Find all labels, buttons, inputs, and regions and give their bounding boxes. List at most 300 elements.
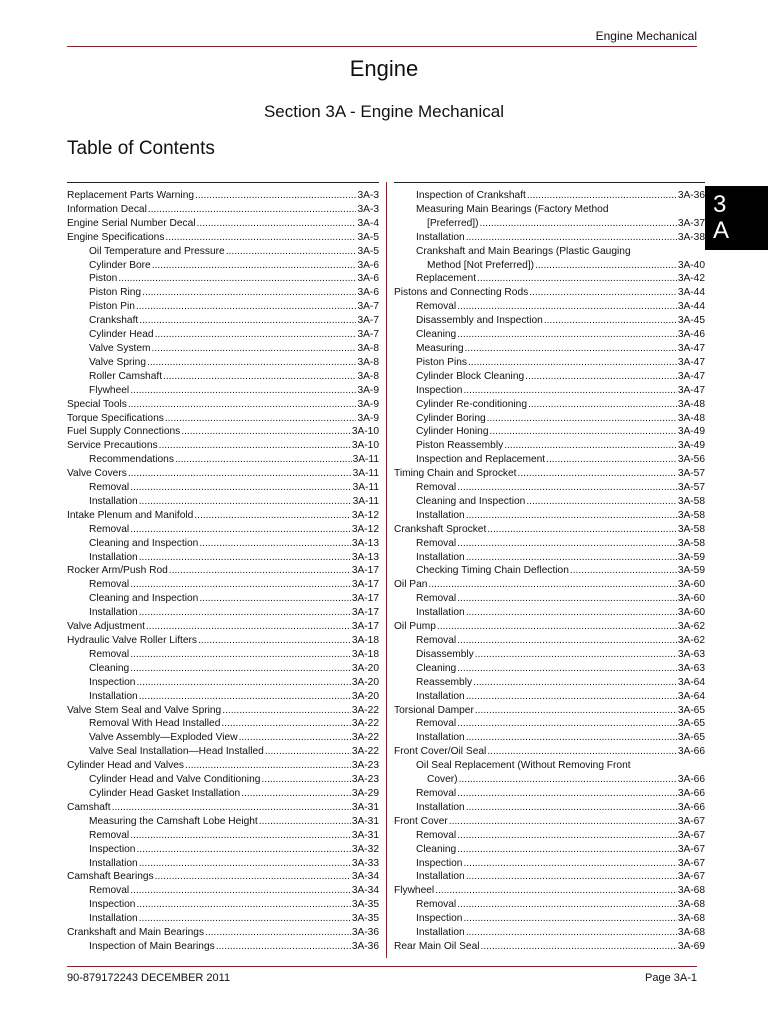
toc-entry-page: 3A-11 xyxy=(352,454,379,466)
toc-entry-title: Flywheel xyxy=(394,885,435,897)
toc-entry-title: Valve Spring xyxy=(89,356,147,368)
toc-entry-page: 3A-13 xyxy=(351,537,379,549)
toc-entry[interactable] xyxy=(67,912,379,926)
toc-entry[interactable] xyxy=(394,412,705,426)
dot-leader xyxy=(473,676,677,690)
toc-entry-title: Oil Pump xyxy=(394,621,436,633)
toc-entry[interactable] xyxy=(67,843,379,857)
dot-leader xyxy=(136,676,350,690)
toc-entry[interactable] xyxy=(394,217,705,231)
toc-entry-page: 3A-67 xyxy=(677,857,705,869)
toc-entry-title: Cleaning and Inspection xyxy=(416,495,526,507)
toc-entry-page: 3A-37 xyxy=(677,217,705,229)
toc-entry[interactable] xyxy=(394,606,705,620)
toc-entry-title: Removal xyxy=(89,579,130,591)
dot-leader xyxy=(457,662,677,676)
toc-entry[interactable] xyxy=(67,829,379,843)
toc-entry[interactable] xyxy=(67,481,379,495)
section-tab-letter: A xyxy=(713,217,730,244)
toc-entry-page: 3A-7 xyxy=(357,315,379,327)
toc-entry-page: 3A-64 xyxy=(677,690,705,702)
dot-leader xyxy=(130,648,351,662)
right-column-rule xyxy=(394,182,705,183)
dot-leader xyxy=(466,731,677,745)
toc-entry-title: Torsional Damper xyxy=(394,704,474,716)
toc-entry[interactable] xyxy=(394,940,705,954)
toc-entry[interactable] xyxy=(67,231,379,245)
toc-entry[interactable] xyxy=(394,286,705,300)
toc-entry[interactable] xyxy=(394,328,705,342)
toc-entry[interactable] xyxy=(394,300,705,314)
dot-leader xyxy=(142,286,356,300)
toc-entry[interactable] xyxy=(67,592,379,606)
toc-entry-title: Method [Not Preferred]) xyxy=(427,259,535,271)
toc-entry[interactable] xyxy=(67,717,379,731)
toc-entry[interactable] xyxy=(67,203,379,217)
toc-entry[interactable] xyxy=(394,898,705,912)
toc-entry[interactable] xyxy=(394,773,705,787)
page-title: Engine xyxy=(349,56,419,81)
toc-entry-page: 3A-20 xyxy=(351,662,379,674)
toc-entry-title: Installation xyxy=(89,495,138,507)
dot-leader xyxy=(130,523,351,537)
toc-entry[interactable] xyxy=(67,370,379,384)
toc-entry-page: 3A-9 xyxy=(357,384,379,396)
toc-entry-title: Inspection xyxy=(89,899,136,911)
toc-entry-page: 3A-22 xyxy=(351,746,379,758)
toc-entry-title: Cover) xyxy=(427,774,458,786)
dot-leader xyxy=(457,592,677,606)
dot-leader xyxy=(198,634,351,648)
toc-entry[interactable] xyxy=(394,356,705,370)
toc-entry[interactable] xyxy=(394,384,705,398)
toc-entry[interactable] xyxy=(394,648,705,662)
toc-entry[interactable] xyxy=(394,259,705,273)
dot-leader xyxy=(146,620,351,634)
toc-entry[interactable] xyxy=(394,439,705,453)
toc-entry[interactable] xyxy=(67,690,379,704)
toc-entry[interactable] xyxy=(394,620,705,634)
toc-entry[interactable] xyxy=(67,648,379,662)
dot-leader xyxy=(155,328,357,342)
dot-leader xyxy=(528,398,677,412)
toc-entry-page: 3A-44 xyxy=(677,287,705,299)
dot-leader xyxy=(463,857,676,871)
toc-entry-title: Valve Adjustment xyxy=(67,621,145,633)
toc-entry-page: 3A-62 xyxy=(677,621,705,633)
toc-entry-title: Cylinder Boring xyxy=(416,412,486,424)
toc-entry-title: Installation xyxy=(416,607,465,619)
toc-entry[interactable] xyxy=(394,801,705,815)
toc-entry-title: [Preferred]) xyxy=(427,217,479,229)
dot-leader xyxy=(457,481,677,495)
toc-entry-title: Engine Serial Number Decal xyxy=(67,217,196,229)
dot-leader xyxy=(457,717,677,731)
toc-entry-page: 3A-17 xyxy=(351,565,379,577)
toc-entry[interactable] xyxy=(394,342,705,356)
toc-entry[interactable] xyxy=(67,189,379,203)
toc-entry[interactable] xyxy=(67,286,379,300)
toc-entry-title: Installation xyxy=(416,801,465,813)
toc-entry[interactable] xyxy=(394,884,705,898)
toc-entry[interactable] xyxy=(394,634,705,648)
toc-entry[interactable] xyxy=(67,495,379,509)
toc-entry-page: 3A-36 xyxy=(351,940,379,952)
toc-entry-title: Installation xyxy=(89,551,138,563)
dot-leader xyxy=(194,509,351,523)
toc-entry-page: 3A-66 xyxy=(677,801,705,813)
dot-leader xyxy=(139,857,351,871)
toc-entry-title: Inspection xyxy=(416,913,463,925)
toc-entry[interactable] xyxy=(394,815,705,829)
toc-entry[interactable] xyxy=(394,704,705,718)
dot-leader xyxy=(221,717,350,731)
toc-entry[interactable] xyxy=(67,606,379,620)
dot-leader xyxy=(475,704,677,718)
toc-entry[interactable] xyxy=(67,467,379,481)
toc-entry[interactable] xyxy=(394,272,705,286)
toc-entry[interactable] xyxy=(67,940,379,954)
toc-entry[interactable] xyxy=(67,745,379,759)
dot-leader xyxy=(570,564,677,578)
toc-entry-page: 3A-12 xyxy=(351,509,379,521)
toc-entry[interactable] xyxy=(67,731,379,745)
dot-leader xyxy=(155,870,351,884)
toc-entry-title: Valve System xyxy=(89,342,151,354)
toc-entry[interactable] xyxy=(67,898,379,912)
dot-leader xyxy=(222,704,351,718)
dot-leader xyxy=(466,690,677,704)
dot-leader xyxy=(175,453,352,467)
toc-entry[interactable] xyxy=(394,912,705,926)
dot-leader xyxy=(466,231,677,245)
toc-entry[interactable] xyxy=(394,398,705,412)
toc-entry-title: Cleaning and Inspection xyxy=(89,593,199,605)
toc-entry[interactable] xyxy=(394,870,705,884)
toc-entry-title: Inspection of Crankshaft xyxy=(416,190,526,201)
toc-entry[interactable] xyxy=(394,690,705,704)
dot-leader xyxy=(181,425,351,439)
toc-entry[interactable] xyxy=(67,815,379,829)
toc-entry-title: Removal xyxy=(416,593,457,605)
toc-entry[interactable] xyxy=(394,231,705,245)
toc-entry[interactable] xyxy=(67,314,379,328)
toc-entry-page: 3A-60 xyxy=(677,579,705,591)
dot-leader xyxy=(466,606,677,620)
dot-leader xyxy=(481,940,677,954)
toc-entry-title: Removal xyxy=(416,899,457,911)
toc-entry-title: Fuel Supply Connections xyxy=(67,426,181,438)
toc-entry-title: Piston xyxy=(89,273,118,285)
toc-entry-page: 3A-12 xyxy=(351,523,379,535)
section-tab-number: 3 xyxy=(713,191,727,218)
toc-entry-page: 3A-13 xyxy=(351,551,379,563)
toc-entry[interactable] xyxy=(394,787,705,801)
toc-entry[interactable] xyxy=(67,217,379,231)
toc-entry[interactable] xyxy=(67,523,379,537)
toc-entry[interactable]: Crankshaft and Main Bearings (Plastic Gauging xyxy=(416,245,631,257)
toc-entry-page: 3A-11 xyxy=(352,482,379,494)
toc-entry-page: 3A-4 xyxy=(357,217,379,229)
toc-entry[interactable] xyxy=(394,523,705,537)
toc-entry-page: 3A-17 xyxy=(351,621,379,633)
toc-entry-page: 3A-67 xyxy=(677,871,705,883)
toc-entry[interactable] xyxy=(67,245,379,259)
toc-entry[interactable] xyxy=(67,328,379,342)
dot-leader xyxy=(261,773,350,787)
toc-entry-page: 3A-38 xyxy=(677,231,705,243)
toc-entry-page: 3A-8 xyxy=(357,356,379,368)
toc-entry-page: 3A-58 xyxy=(677,495,705,507)
toc-entry-page: 3A-68 xyxy=(677,927,705,939)
dot-leader xyxy=(130,481,351,495)
toc-entry[interactable] xyxy=(394,509,705,523)
toc-entry[interactable] xyxy=(67,870,379,884)
toc-entry[interactable] xyxy=(67,857,379,871)
toc-entry-title: Cylinder Head Gasket Installation xyxy=(89,787,241,799)
dot-leader xyxy=(128,398,357,412)
toc-entry-page: 3A-66 xyxy=(677,787,705,799)
toc-entry-title: Timing Chain and Sprocket xyxy=(394,468,517,480)
toc-entry-title: Piston Reassembly xyxy=(416,440,504,452)
dot-leader xyxy=(504,439,677,453)
toc-entry[interactable] xyxy=(67,620,379,634)
toc-entry[interactable] xyxy=(67,356,379,370)
toc-right-column xyxy=(394,189,705,954)
toc-entry[interactable] xyxy=(394,745,705,759)
dot-leader xyxy=(139,690,351,704)
toc-entry[interactable] xyxy=(67,926,379,940)
toc-entry[interactable] xyxy=(394,467,705,481)
toc-entry[interactable] xyxy=(67,272,379,286)
toc-entry-title: Installation xyxy=(416,732,465,744)
dot-leader xyxy=(152,259,357,273)
toc-entry-page: 3A-17 xyxy=(351,593,379,605)
toc-entry-page: 3A-64 xyxy=(677,676,705,688)
toc-entry-page: 3A-65 xyxy=(677,718,705,730)
toc-entry-page: 3A-35 xyxy=(351,899,379,911)
toc-entry-title: Cleaning xyxy=(416,843,457,855)
toc-entry-page: 3A-40 xyxy=(677,259,705,271)
dot-leader xyxy=(527,189,677,203)
dot-leader xyxy=(152,342,357,356)
toc-entry[interactable] xyxy=(394,578,705,592)
dot-leader xyxy=(457,634,677,648)
toc-entry[interactable] xyxy=(394,551,705,565)
toc-entry[interactable] xyxy=(67,509,379,523)
toc-entry[interactable] xyxy=(67,439,379,453)
toc-entry[interactable] xyxy=(67,551,379,565)
toc-entry[interactable] xyxy=(67,662,379,676)
dot-leader xyxy=(163,370,356,384)
toc-entry[interactable] xyxy=(394,537,705,551)
toc-entry-title: Front Cover/Oil Seal xyxy=(394,746,487,758)
toc-entry-title: Pistons and Connecting Rods xyxy=(394,287,529,299)
toc-entry[interactable] xyxy=(67,453,379,467)
toc-entry-page: 3A-60 xyxy=(677,593,705,605)
toc-entry-title: Installation xyxy=(416,871,465,883)
toc-entry[interactable] xyxy=(394,495,705,509)
dot-leader xyxy=(457,843,677,857)
dot-leader xyxy=(195,189,356,203)
toc-entry[interactable] xyxy=(67,425,379,439)
toc-entry-title: Removal xyxy=(89,885,130,897)
toc-entry-page: 3A-7 xyxy=(357,301,379,313)
toc-entry[interactable] xyxy=(67,704,379,718)
toc-entry-page: 3A-67 xyxy=(677,829,705,841)
toc-entry-title: Cylinder Head xyxy=(89,329,154,341)
toc-entry[interactable] xyxy=(394,857,705,871)
toc-entry-title: Replacement Parts Warning xyxy=(67,190,195,201)
toc-entry[interactable] xyxy=(394,370,705,384)
toc-entry[interactable] xyxy=(394,926,705,940)
toc-entry-title: Installation xyxy=(89,857,138,869)
toc-entry-page: 3A-45 xyxy=(677,315,705,327)
dot-leader xyxy=(466,509,677,523)
toc-entry-page: 3A-65 xyxy=(677,732,705,744)
toc-entry[interactable] xyxy=(394,731,705,745)
toc-entry-title: Reassembly xyxy=(416,676,473,688)
toc-entry-page: 3A-22 xyxy=(351,732,379,744)
toc-entry-title: Oil Pan xyxy=(394,579,428,591)
toc-entry-page: 3A-49 xyxy=(677,426,705,438)
toc-entry-title: Oil Temperature and Pressure xyxy=(89,245,225,257)
toc-entry[interactable] xyxy=(394,676,705,690)
toc-entry-title: Installation xyxy=(89,607,138,619)
dot-leader xyxy=(437,620,677,634)
toc-entry[interactable] xyxy=(394,717,705,731)
toc-entry-title: Cleaning xyxy=(89,662,130,674)
toc-entry[interactable] xyxy=(67,384,379,398)
toc-entry-page: 3A-5 xyxy=(357,231,379,243)
toc-entry-page: 3A-29 xyxy=(351,787,379,799)
toc-entry[interactable] xyxy=(67,787,379,801)
toc-entry-page: 3A-7 xyxy=(357,329,379,341)
toc-entry-title: Removal xyxy=(89,829,130,841)
toc-entry-title: Installation xyxy=(416,509,465,521)
dot-leader xyxy=(216,940,351,954)
toc-entry[interactable] xyxy=(67,578,379,592)
toc-entry[interactable] xyxy=(394,425,705,439)
toc-entry[interactable] xyxy=(394,829,705,843)
dot-leader xyxy=(147,356,356,370)
toc-entry[interactable] xyxy=(67,412,379,426)
toc-entry-title: Information Decal xyxy=(67,203,147,215)
toc-entry[interactable] xyxy=(67,342,379,356)
toc-entry-page: 3A-10 xyxy=(351,426,379,438)
toc-entry-page: 3A-58 xyxy=(677,509,705,521)
dot-leader xyxy=(465,342,677,356)
toc-entry-page: 3A-31 xyxy=(351,815,379,827)
toc-entry-page: 3A-3 xyxy=(357,203,379,215)
toc-entry[interactable] xyxy=(394,592,705,606)
dot-leader xyxy=(199,592,351,606)
toc-entry-page: 3A-42 xyxy=(677,273,705,285)
toc-entry-page: 3A-33 xyxy=(351,857,379,869)
toc-entry-title: Measuring xyxy=(416,342,464,354)
toc-entry[interactable] xyxy=(394,314,705,328)
toc-entry[interactable] xyxy=(394,843,705,857)
toc-entry-page: 3A-31 xyxy=(351,801,379,813)
toc-entry-page: 3A-56 xyxy=(677,454,705,466)
dot-leader xyxy=(239,731,351,745)
dot-leader xyxy=(130,662,351,676)
toc-entry-page: 3A-20 xyxy=(351,690,379,702)
dot-leader xyxy=(205,926,351,940)
toc-entry-title: Checking Timing Chain Deflection xyxy=(416,565,569,577)
toc-entry-title: Cleaning xyxy=(416,662,457,674)
toc-entry[interactable]: Oil Seal Replacement (Without Removing Front xyxy=(416,760,631,772)
dot-leader xyxy=(112,801,351,815)
dot-leader xyxy=(466,870,677,884)
toc-entry-page: 3A-6 xyxy=(357,273,379,285)
toc-entry-page: 3A-47 xyxy=(677,384,705,396)
toc-entry[interactable] xyxy=(67,676,379,690)
toc-entry-page: 3A-63 xyxy=(677,648,705,660)
dot-leader xyxy=(489,425,676,439)
toc-entry[interactable] xyxy=(67,398,379,412)
toc-entry[interactable] xyxy=(67,300,379,314)
toc-entry-title: Torque Specifications xyxy=(67,412,164,424)
toc-entry-title: Disassembly xyxy=(416,648,474,660)
dot-leader xyxy=(139,495,352,509)
toc-entry-title: Inspection xyxy=(416,857,463,869)
dot-leader xyxy=(466,551,677,565)
dot-leader xyxy=(165,412,357,426)
toc-entry-title: Installation xyxy=(416,927,465,939)
toc-entry[interactable] xyxy=(394,564,705,578)
toc-entry[interactable] xyxy=(67,759,379,773)
toc-entry[interactable] xyxy=(67,537,379,551)
toc-entry[interactable] xyxy=(67,801,379,815)
toc-entry-page: 3A-22 xyxy=(351,718,379,730)
toc-entry-title: Valve Assembly—Exploded View xyxy=(89,732,238,744)
dot-leader xyxy=(449,815,677,829)
column-divider xyxy=(386,182,387,958)
toc-entry-title: Removal xyxy=(89,648,130,660)
toc-entry-title: Cylinder Re-conditioning xyxy=(416,398,527,410)
toc-entry-title: Installation xyxy=(89,690,138,702)
toc-entry[interactable] xyxy=(67,884,379,898)
dot-leader xyxy=(457,787,677,801)
toc-entry-page: 3A-60 xyxy=(677,607,705,619)
toc-entry[interactable] xyxy=(394,189,705,203)
toc-entry-title: Removal xyxy=(416,537,457,549)
toc-entry-title: Cleaning and Inspection xyxy=(89,537,199,549)
toc-entry-page: 3A-36 xyxy=(677,190,705,201)
header-section-label: Engine Mechanical xyxy=(595,29,697,43)
toc-entry[interactable] xyxy=(394,453,705,467)
toc-entry-title: Removal xyxy=(416,301,457,313)
toc-entry-title: Inspection and Replacement xyxy=(416,454,546,466)
toc-entry-page: 3A-36 xyxy=(351,927,379,939)
toc-entry[interactable] xyxy=(67,259,379,273)
toc-entry[interactable] xyxy=(394,481,705,495)
toc-entry-title: Cleaning xyxy=(416,329,457,341)
toc-entry[interactable] xyxy=(67,564,379,578)
toc-entry-page: 3A-18 xyxy=(351,648,379,660)
toc-entry-page: 3A-6 xyxy=(357,259,379,271)
toc-entry-title: Removal With Head Installed xyxy=(89,718,221,730)
toc-entry[interactable] xyxy=(67,634,379,648)
dot-leader xyxy=(139,314,356,328)
toc-entry[interactable]: Measuring Main Bearings (Factory Method xyxy=(416,203,609,215)
toc-entry-page: 3A-9 xyxy=(357,412,379,424)
toc-entry-page: 3A-48 xyxy=(677,398,705,410)
toc-entry[interactable] xyxy=(67,773,379,787)
dot-leader xyxy=(544,314,677,328)
toc-entry[interactable] xyxy=(394,662,705,676)
